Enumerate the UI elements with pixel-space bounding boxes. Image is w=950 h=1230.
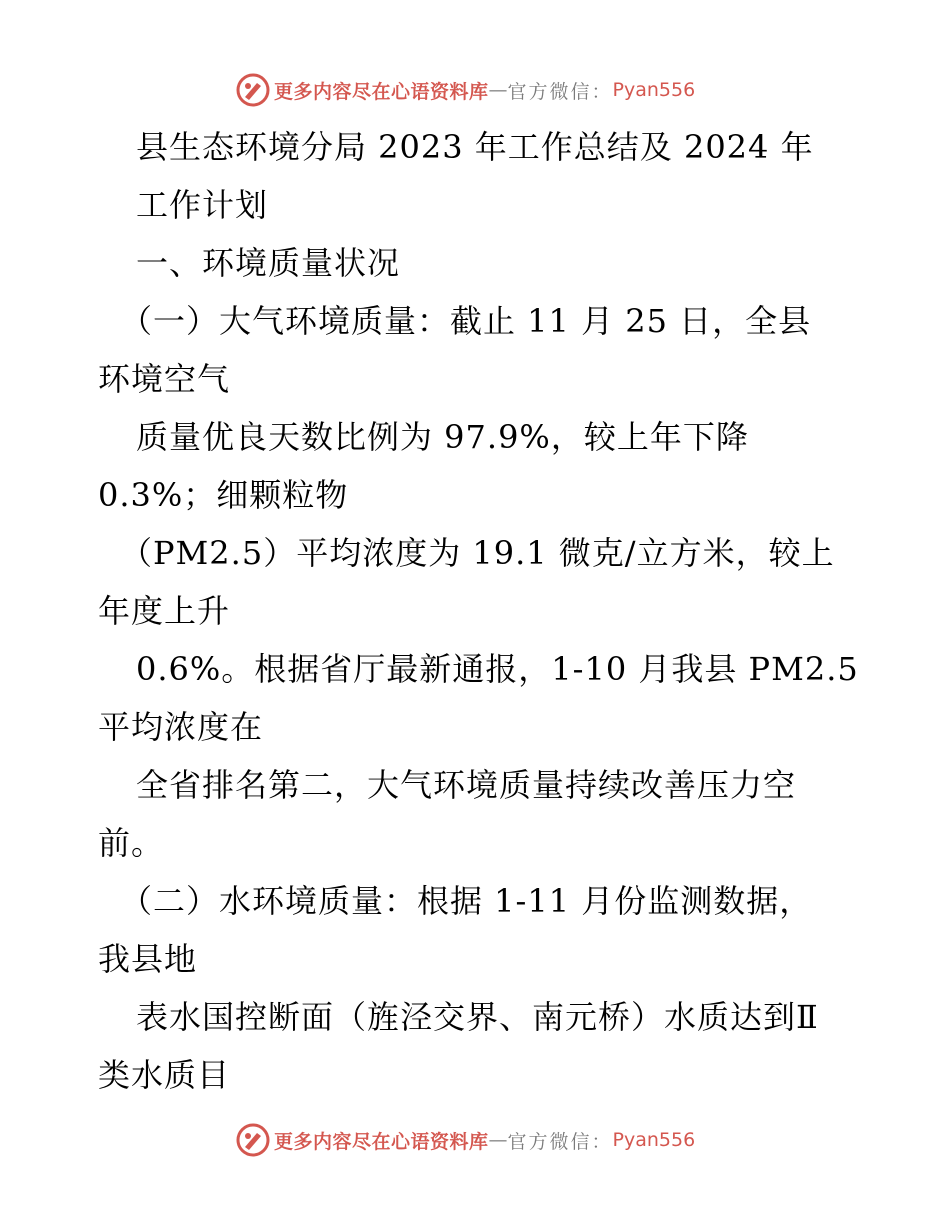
document-title-line-1: 县生态环境分局 2023 年工作总结及 2024 年 xyxy=(136,128,814,166)
paragraph-line: 环境空气 xyxy=(98,360,231,398)
watermark-main-text: 更多内容尽在心语资料库 xyxy=(274,80,489,103)
paragraph-line: （PM2.5）平均浓度为 19.1 微克/立方米，较上 xyxy=(120,534,835,572)
paragraph-line: 全省排名第二，大气环境质量持续改善压力空 xyxy=(136,766,797,804)
paragraph-line: （二）水环境质量：根据 1-11 月份监测数据， xyxy=(120,882,813,920)
paragraph-line: 类水质目 xyxy=(98,1056,231,1094)
brand-logo-icon xyxy=(236,73,270,107)
paragraph-line: 0.6%。根据省厅最新通报，1-10 月我县 PM2.5 xyxy=(136,650,859,688)
paragraph-line: （一）大气环境质量：截止 11 月 25 日，全县 xyxy=(120,302,812,340)
watermark-separator: — xyxy=(488,79,508,101)
section-heading: 一、环境质量状况 xyxy=(136,244,401,282)
paragraph-line: 平均浓度在 xyxy=(98,708,264,746)
watermark-label: 官方微信： xyxy=(507,80,613,103)
brand-logo-icon xyxy=(236,1123,270,1157)
paragraph-line: 我县地 xyxy=(98,940,198,978)
watermark-main-text: 更多内容尽在心语资料库 xyxy=(274,1130,489,1153)
watermark-label: 官方微信： xyxy=(507,1130,613,1153)
watermark-separator: — xyxy=(488,1129,508,1151)
watermark-wechat-id: Pyan556 xyxy=(612,1129,696,1151)
document-title-line-2: 工作计划 xyxy=(136,186,269,224)
watermark-footer xyxy=(236,1122,716,1158)
paragraph-line: 质量优良天数比例为 97.9%，较上年下降 xyxy=(136,418,749,456)
paragraph-line: 表水国控断面（旌泾交界、南元桥）水质达到Ⅱ xyxy=(136,998,819,1036)
watermark-wechat-id: Pyan556 xyxy=(612,79,696,101)
watermark-header xyxy=(236,72,716,108)
paragraph-line: 0.3%；细颗粒物 xyxy=(98,476,349,514)
paragraph-line: 前。 xyxy=(98,824,165,862)
paragraph-line: 年度上升 xyxy=(98,592,231,630)
